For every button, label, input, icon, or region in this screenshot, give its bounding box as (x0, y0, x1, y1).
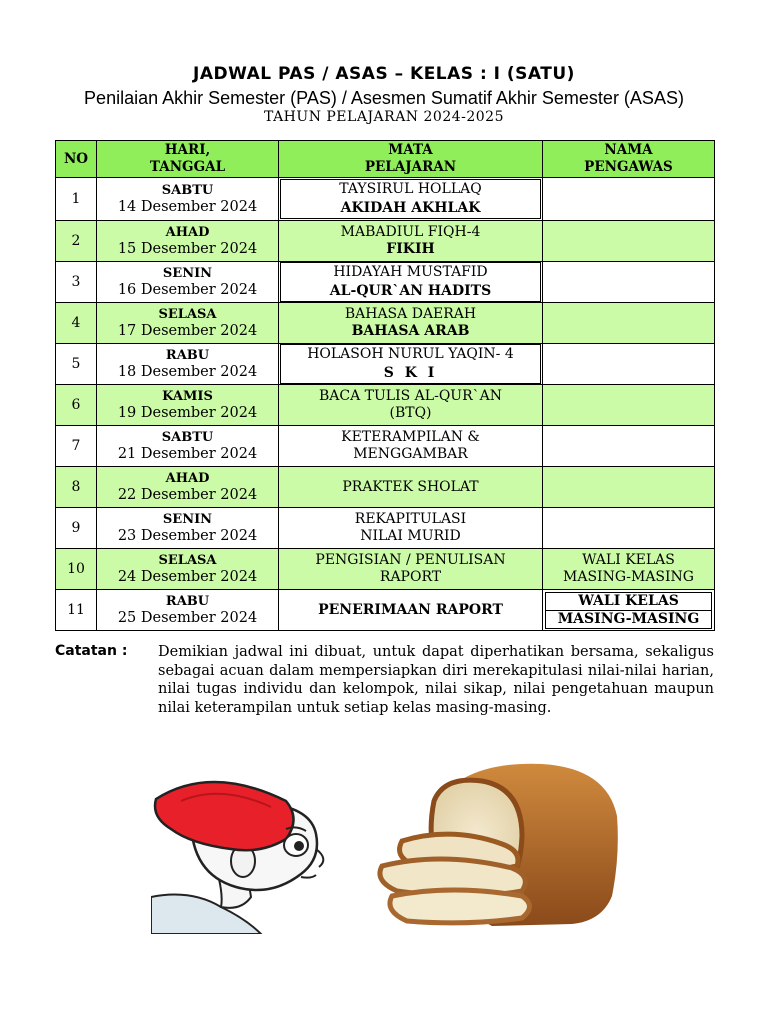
row-subjects (279, 508, 543, 549)
table-row (56, 344, 715, 385)
table-row (56, 549, 715, 590)
col-header-proctor-line1: NAMA (604, 142, 653, 158)
row-subject-2: RAPORT (379, 569, 442, 585)
row-date: 24 Desember 2024 (117, 569, 258, 585)
row-number: 2 (56, 221, 97, 262)
row-proctor (543, 344, 715, 385)
table-row (56, 590, 715, 631)
col-header-proctor (543, 141, 715, 178)
row-date: 18 Desember 2024 (117, 364, 258, 380)
row-day: KAMIS (162, 389, 213, 404)
row-day: AHAD (165, 471, 210, 486)
row-subjects (279, 467, 543, 508)
row-day-date (97, 467, 279, 508)
row-day: SABTU (161, 183, 214, 198)
row-subject-1: KETERAMPILAN & (341, 429, 480, 445)
row-number: 9 (56, 508, 97, 549)
col-header-subject-line2: PELAJARAN (364, 159, 457, 175)
row-day-date (97, 426, 279, 467)
row-number: 4 (56, 303, 97, 344)
row-subject-1: BACA TULIS AL-QUR`AN (319, 388, 502, 404)
col-header-subject (279, 141, 543, 178)
row-subjects (279, 426, 543, 467)
row-proctor (543, 262, 715, 303)
row-date: 17 Desember 2024 (117, 323, 258, 339)
table-row (56, 262, 715, 303)
row-day-date (97, 508, 279, 549)
row-proctor (543, 590, 715, 631)
row-date: 14 Desember 2024 (117, 199, 258, 215)
row-subject-2: MENGGAMBAR (353, 446, 468, 462)
row-subjects (279, 178, 543, 221)
row-number: 10 (56, 549, 97, 590)
row-subject-2: BAHASA ARAB (351, 323, 470, 339)
boy-with-red-cap-illustration (151, 779, 347, 934)
row-day: SELASA (158, 307, 217, 322)
row-subject-1: HOLASOH NURUL YAQIN- 4 (280, 344, 541, 364)
row-number: 6 (56, 385, 97, 426)
row-proctor-line2: MASING-MASING (545, 610, 712, 629)
col-header-no: NO (56, 141, 97, 178)
table-row (56, 385, 715, 426)
col-header-day-line1: HARI, (164, 142, 211, 158)
row-number: 11 (56, 590, 97, 631)
row-day-date (97, 262, 279, 303)
row-proctor (543, 178, 715, 221)
table-row (56, 467, 715, 508)
row-date: 21 Desember 2024 (117, 446, 258, 462)
row-day: SABTU (161, 430, 214, 445)
col-header-day-line2: TANGGAL (149, 159, 226, 175)
row-proctor (543, 303, 715, 344)
row-subjects (279, 549, 543, 590)
col-header-proctor-line2: PENGAWAS (584, 159, 673, 175)
row-subject-2: FIKIH (386, 241, 435, 257)
col-header-subject-line1: MATA (388, 142, 433, 158)
row-subjects (279, 590, 543, 631)
page-subtitle: Penilaian Akhir Semester (PAS) / Asesmen Sumatif Akhir Semester (ASAS) (84, 88, 684, 108)
table-row (56, 508, 715, 549)
table-row (56, 303, 715, 344)
row-proctor (543, 467, 715, 508)
row-day: AHAD (165, 225, 210, 240)
row-date: 22 Desember 2024 (117, 487, 258, 503)
row-number: 5 (56, 344, 97, 385)
row-subjects (279, 262, 543, 303)
row-day: RABU (165, 348, 210, 363)
row-subject-1: PRAKTEK SHOLAT (342, 478, 479, 495)
row-proctor (543, 221, 715, 262)
row-day-date (97, 549, 279, 590)
row-number: 1 (56, 178, 97, 221)
row-day-date (97, 303, 279, 344)
row-number: 3 (56, 262, 97, 303)
row-day: SENIN (162, 512, 213, 527)
row-subject-1: HIDAYAH MUSTAFID (280, 262, 541, 282)
row-subjects (279, 385, 543, 426)
academic-year: TAHUN PELAJARAN 2024-2025 (264, 109, 504, 125)
table-header-row (56, 141, 715, 178)
note-label: Catatan : (55, 643, 128, 659)
row-subject-1: REKAPITULASI (354, 511, 467, 527)
row-subject-1: BAHASA DAERAH (344, 306, 477, 322)
row-proctor (543, 426, 715, 467)
row-subjects (279, 303, 543, 344)
row-day-date (97, 344, 279, 385)
row-subject-2: AKIDAH AKHLAK (280, 199, 541, 219)
row-day: SENIN (162, 266, 213, 281)
row-proctor-line1: WALI KELAS (582, 552, 675, 568)
row-day-date (97, 590, 279, 631)
row-subject-2: S K I (280, 364, 541, 384)
row-proctor-line2: MASING-MASING (563, 569, 694, 585)
row-subjects (279, 221, 543, 262)
row-subject-1: PENGISIAN / PENULISAN (315, 552, 506, 568)
row-subject-1: MABADIUL FIQH-4 (340, 224, 481, 240)
row-subject-2: AL-QUR`AN HADITS (280, 282, 541, 302)
row-day-date (97, 385, 279, 426)
col-header-day (97, 141, 279, 178)
row-day: SELASA (158, 553, 217, 568)
table-row (56, 178, 715, 221)
row-date: 16 Desember 2024 (117, 282, 258, 298)
row-subject-2: (BTQ) (389, 405, 432, 421)
row-date: 15 Desember 2024 (117, 241, 258, 257)
row-proctor (543, 385, 715, 426)
row-proctor (543, 549, 715, 590)
table-row (56, 221, 715, 262)
row-subjects (279, 344, 543, 385)
row-date: 25 Desember 2024 (117, 610, 258, 626)
note-text: Demikian jadwal ini dibuat, untuk dapat diperhatikan bersama, sekaligus sebagai acuan dalam mempersiapkan diri merekapitulasi nilai-nilai harian, nilai tugas individu dan kelompok, nilai sikap, nilai pengetahuan maupun nilai keterampilan untuk setiap kelas masing-masing. (158, 644, 714, 716)
row-day-date (97, 178, 279, 221)
schedule-table (55, 140, 715, 631)
row-proctor-line1: WALI KELAS (545, 592, 712, 610)
row-number: 7 (56, 426, 97, 467)
row-date: 23 Desember 2024 (117, 528, 258, 544)
row-proctor (543, 508, 715, 549)
row-day-date (97, 221, 279, 262)
page-title: JADWAL PAS / ASAS – KELAS : I (SATU) (193, 64, 575, 84)
row-day: RABU (165, 594, 210, 609)
row-date: 19 Desember 2024 (117, 405, 258, 421)
row-subject-1: TAYSIRUL HOLLAQ (280, 179, 541, 199)
row-number: 8 (56, 467, 97, 508)
row-subject-1: PENERIMAAN RAPORT (318, 601, 503, 618)
row-subject-2: NILAI MURID (360, 528, 461, 544)
table-row (56, 426, 715, 467)
sliced-bread-loaf-photo (372, 756, 620, 936)
